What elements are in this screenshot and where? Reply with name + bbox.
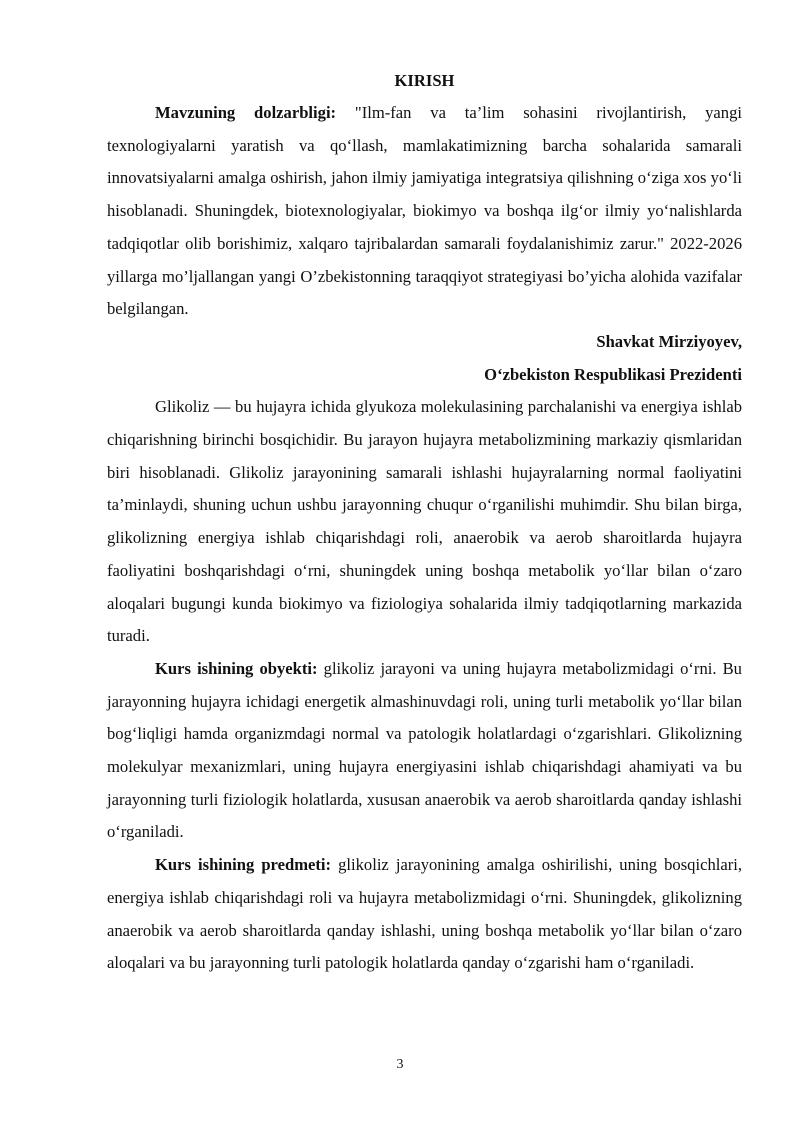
intro-label: Mavzuning dolzarbligi: [155,103,337,122]
subject-label: Kurs ishining predmeti: [155,855,332,875]
subject-paragraph [107,849,742,980]
object-label: Kurs ishining obyekti: [155,658,318,678]
object-text: glikoliz jarayoni va uning hujayra metabolizmidagi o‘rni. Bu jarayonning hujayra ichidagi energetik almashinuvdagi roli, uning turli metabolik yo‘llar bilan bog‘liqligi hamda organizmdagi normal va patologik holatlardagi o‘zgarishlari. Glikolizning molekulyar mexanizmlari, uning hujayra energiyasini ishlab chiqarishdagi ahamiyati va bu jarayonning turli fiziologik holatlarda, xususan anaerobik va aerob sharoitlarda qanday ishlashi o‘rganiladi. [107,658,742,842]
intro-paragraph [107,97,742,326]
subject-text: glikoliz jarayonining amalga oshirilishi, uning bosqichlari, energiya ishlab chiqarishdagi roli va hujayra metabolizmidagi o‘rni. Shuningdek, glikolizning anaerobik va aerob sharoitlarda qanday ishlashi, uning boshqa metabolik yo‘llar bilan o‘zaro aloqalari va bu jarayonning turli patologik holatlarda qanday o‘zgarishi ham o‘rganiladi. [107,855,743,973]
quote-position: O‘zbekiston Respublikasi Prezidenti [484,364,742,384]
page-number: 3 [396,1057,404,1072]
page-content [107,66,742,980]
glikoliz-paragraph: Glikoliz — bu hujayra ichida glyukoza molekulasining parchalanishi va energiya ishlab chiqarishning birinchi bosqichidir. Bu jarayon hujayra metabolizmining markaziy qismlaridan biri hisoblanadi. Glikoliz jarayonining samarali ishlashi hujayralarning normal faoliyatini ta’minlaydi, shuning uchun ushbu jarayonning chuqur o‘rganilishi muhimdir. Shu bilan birga, glikolizning energiya ishlab chiqarishdagi roli, anaerobik va aerob sharoitlarda hujayra faoliyatini boshqarishdagi o‘rni, shuningdek uning boshqa metabolik yo‘llar bilan o‘zaro aloqalari bugungi kunda biokimyo va fiziologiya sohalarida ilmiy tadqiqotlarning markazida turadi. [107,397,742,646]
intro-text: "Ilm-fan va ta’lim sohasini rivojlantirish, yangi texnologiyalarni yaratish va qo‘llash, mamlakatimizning barcha sohalarida samarali innovatsiyalarni amalga oshirish, jahon ilmiy jamiyatiga integratsiya qilishning o‘ziga xos yo‘li hisoblanadi. Shuningdek, biotexnologiyalar, biokimyo va boshqa ilg‘or ilmiy yo‘nalishlarda tadqiqotlar olib borishimiz, xalqaro tajribalardan samarali foydalanishimiz zarur." 2022-2026 yillarga mo’ljallangan yangi O’zbekistonning taraqqiyot strategiyasi bo’yicha alohida vazifalar belgilangan. [107,103,742,319]
quote-author: Shavkat Mirziyoyev, [596,331,742,351]
page-title: KIRISH [394,71,455,90]
object-paragraph [107,653,742,849]
